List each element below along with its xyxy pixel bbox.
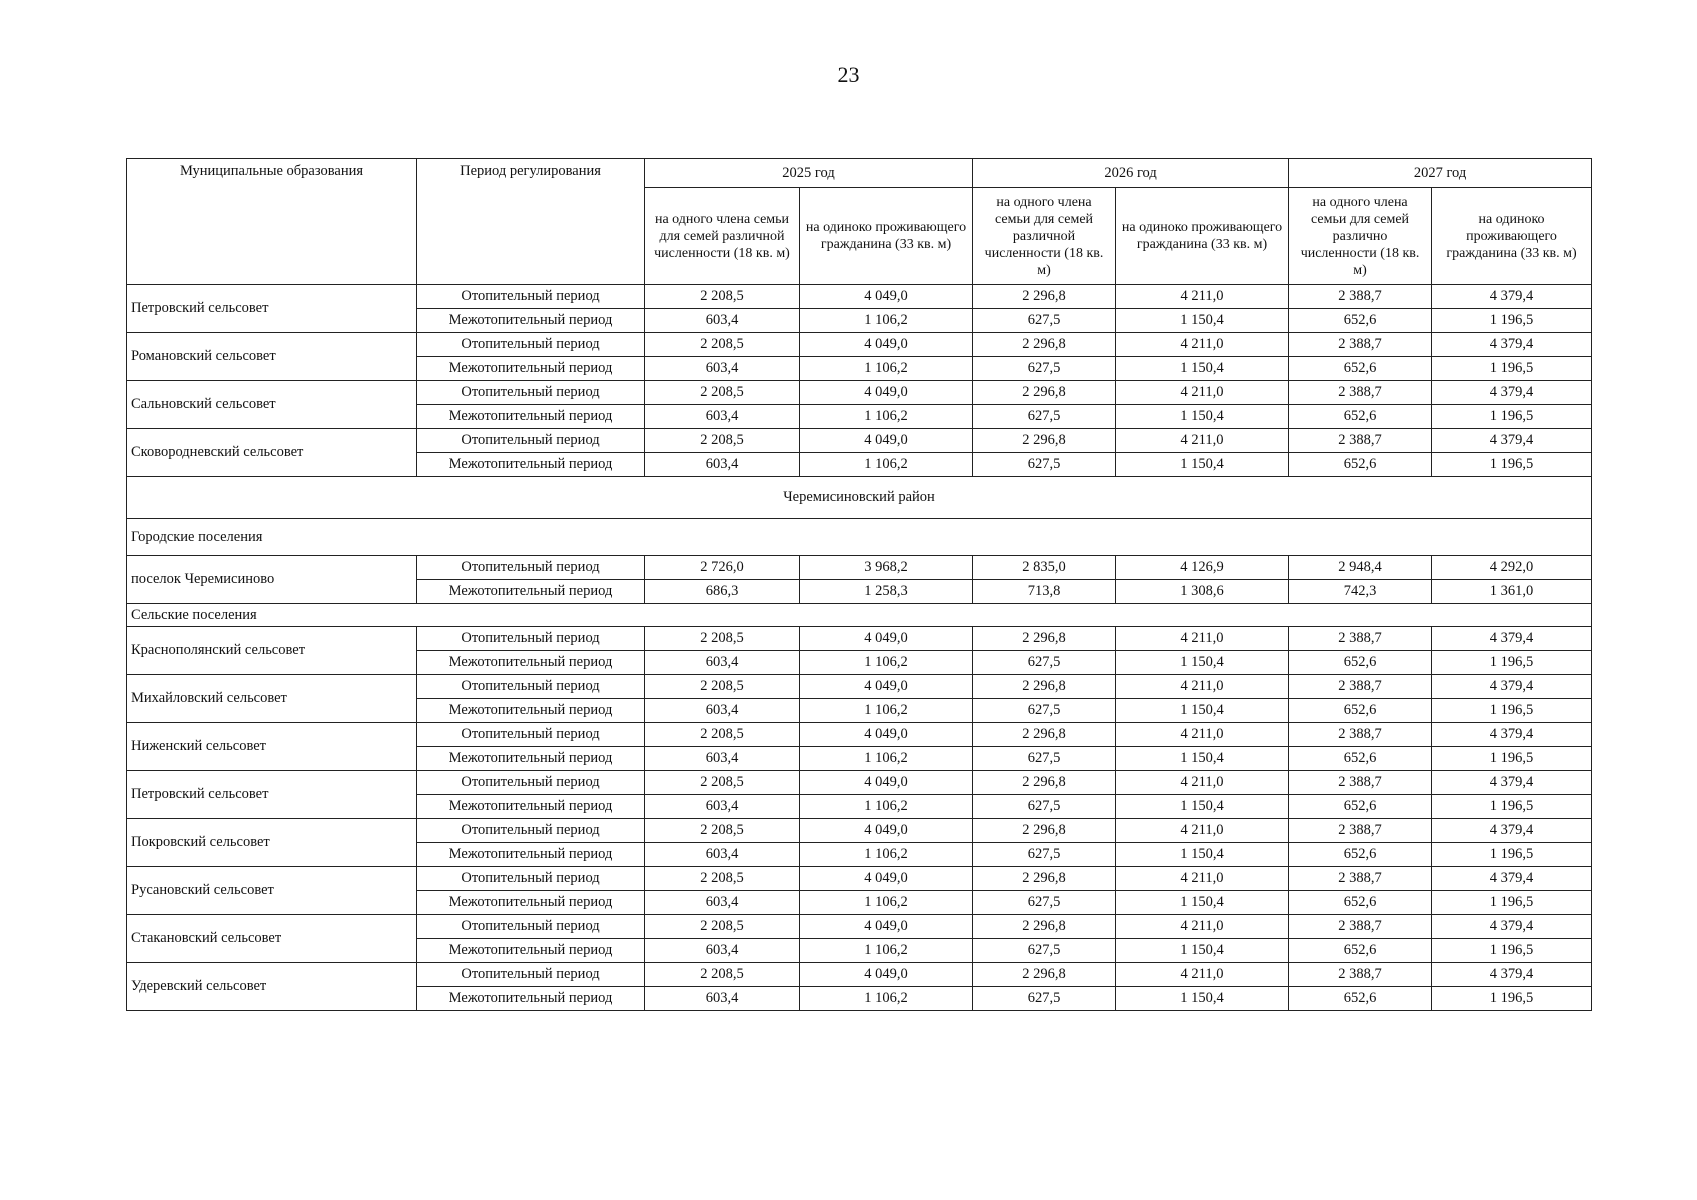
value-cell: 2 208,5	[645, 867, 800, 891]
municipality-name: Стакановский сельсовет	[127, 915, 417, 963]
municipality-name: Михайловский сельсовет	[127, 675, 417, 723]
value-cell: 603,4	[645, 843, 800, 867]
table-row	[127, 915, 1592, 939]
value-cell: 4 049,0	[800, 333, 973, 357]
value-cell: 1 106,2	[800, 747, 973, 771]
municipality-name: поселок Черемисиново	[127, 556, 417, 604]
value-cell: 627,5	[973, 795, 1116, 819]
value-cell: 1 308,6	[1116, 580, 1289, 604]
value-cell: 2 388,7	[1289, 819, 1432, 843]
period-label: Межотопительный период	[417, 843, 645, 867]
municipality-name: Сковородневский сельсовет	[127, 429, 417, 477]
value-cell: 4 049,0	[800, 285, 973, 309]
value-cell: 4 379,4	[1432, 285, 1592, 309]
value-cell: 1 196,5	[1432, 309, 1592, 333]
period-label: Отопительный период	[417, 963, 645, 987]
period-label: Отопительный период	[417, 627, 645, 651]
value-cell: 627,5	[973, 651, 1116, 675]
value-cell: 652,6	[1289, 699, 1432, 723]
period-label: Межотопительный период	[417, 357, 645, 381]
value-cell: 2 208,5	[645, 675, 800, 699]
value-cell: 2 208,5	[645, 963, 800, 987]
value-cell: 2 388,7	[1289, 429, 1432, 453]
value-cell: 1 150,4	[1116, 405, 1289, 429]
value-cell: 1 106,2	[800, 651, 973, 675]
value-cell: 2 296,8	[973, 963, 1116, 987]
value-cell: 2 296,8	[973, 285, 1116, 309]
value-cell: 4 211,0	[1116, 675, 1289, 699]
table-row	[127, 675, 1592, 699]
value-cell: 2 296,8	[973, 333, 1116, 357]
value-cell: 1 196,5	[1432, 357, 1592, 381]
value-cell: 603,4	[645, 987, 800, 1011]
value-cell: 1 361,0	[1432, 580, 1592, 604]
value-cell: 603,4	[645, 309, 800, 333]
value-cell: 627,5	[973, 453, 1116, 477]
value-cell: 652,6	[1289, 453, 1432, 477]
value-cell: 627,5	[973, 987, 1116, 1011]
value-cell: 652,6	[1289, 747, 1432, 771]
municipality-name: Краснополянский сельсовет	[127, 627, 417, 675]
value-cell: 1 106,2	[800, 891, 973, 915]
tariff-table	[126, 158, 1592, 1011]
value-cell: 4 211,0	[1116, 867, 1289, 891]
period-label: Межотопительный период	[417, 699, 645, 723]
value-cell: 4 049,0	[800, 429, 973, 453]
value-cell: 627,5	[973, 405, 1116, 429]
value-cell: 4 292,0	[1432, 556, 1592, 580]
period-label: Межотопительный период	[417, 795, 645, 819]
value-cell: 1 196,5	[1432, 405, 1592, 429]
value-cell: 2 388,7	[1289, 627, 1432, 651]
value-cell: 713,8	[973, 580, 1116, 604]
value-cell: 2 208,5	[645, 285, 800, 309]
value-cell: 652,6	[1289, 405, 1432, 429]
value-cell: 652,6	[1289, 309, 1432, 333]
header-sub-col: на одиноко проживающего гражданина (33 кв. м)	[1432, 188, 1592, 285]
value-cell: 4 379,4	[1432, 333, 1592, 357]
period-label: Межотопительный период	[417, 651, 645, 675]
value-cell: 1 106,2	[800, 453, 973, 477]
value-cell: 1 106,2	[800, 357, 973, 381]
value-cell: 4 211,0	[1116, 723, 1289, 747]
value-cell: 1 106,2	[800, 405, 973, 429]
value-cell: 4 211,0	[1116, 915, 1289, 939]
header-year-2025: 2025 год	[645, 159, 973, 188]
value-cell: 4 379,4	[1432, 867, 1592, 891]
value-cell: 4 049,0	[800, 627, 973, 651]
value-cell: 2 948,4	[1289, 556, 1432, 580]
value-cell: 4 379,4	[1432, 915, 1592, 939]
header-sub-col: на одиноко проживающего гражданина (33 кв. м)	[1116, 188, 1289, 285]
value-cell: 652,6	[1289, 987, 1432, 1011]
header-period: Период регулирования	[417, 159, 645, 285]
period-label: Отопительный период	[417, 429, 645, 453]
value-cell: 603,4	[645, 795, 800, 819]
value-cell: 4 379,4	[1432, 429, 1592, 453]
table-row	[127, 333, 1592, 357]
period-label: Отопительный период	[417, 771, 645, 795]
value-cell: 2 388,7	[1289, 333, 1432, 357]
value-cell: 1 106,2	[800, 795, 973, 819]
header-sub-col: на одного члена семьи для семей различной численности (18 кв. м)	[973, 188, 1116, 285]
table-row	[127, 771, 1592, 795]
value-cell: 4 379,4	[1432, 675, 1592, 699]
value-cell: 652,6	[1289, 891, 1432, 915]
period-label: Межотопительный период	[417, 580, 645, 604]
value-cell: 1 150,4	[1116, 747, 1289, 771]
value-cell: 2 388,7	[1289, 771, 1432, 795]
value-cell: 652,6	[1289, 357, 1432, 381]
value-cell: 4 211,0	[1116, 963, 1289, 987]
value-cell: 2 726,0	[645, 556, 800, 580]
district-title: Черемисиновский район	[127, 477, 1592, 519]
value-cell: 2 296,8	[973, 819, 1116, 843]
value-cell: 1 150,4	[1116, 843, 1289, 867]
value-cell: 2 388,7	[1289, 867, 1432, 891]
value-cell: 3 968,2	[800, 556, 973, 580]
value-cell: 2 208,5	[645, 333, 800, 357]
table-row	[127, 381, 1592, 405]
value-cell: 4 049,0	[800, 867, 973, 891]
value-cell: 652,6	[1289, 651, 1432, 675]
period-label: Отопительный период	[417, 556, 645, 580]
value-cell: 1 196,5	[1432, 795, 1592, 819]
value-cell: 4 379,4	[1432, 819, 1592, 843]
period-label: Отопительный период	[417, 819, 645, 843]
value-cell: 4 049,0	[800, 819, 973, 843]
value-cell: 627,5	[973, 747, 1116, 771]
value-cell: 603,4	[645, 453, 800, 477]
value-cell: 627,5	[973, 357, 1116, 381]
municipality-name: Удеревский сельсовет	[127, 963, 417, 1011]
period-label: Отопительный период	[417, 381, 645, 405]
value-cell: 4 049,0	[800, 381, 973, 405]
value-cell: 2 388,7	[1289, 915, 1432, 939]
value-cell: 603,4	[645, 405, 800, 429]
municipality-name: Петровский сельсовет	[127, 285, 417, 333]
header-sub-col: на одиноко проживающего гражданина (33 кв. м)	[800, 188, 973, 285]
value-cell: 627,5	[973, 843, 1116, 867]
value-cell: 2 208,5	[645, 819, 800, 843]
municipality-name: Покровский сельсовет	[127, 819, 417, 867]
value-cell: 652,6	[1289, 795, 1432, 819]
value-cell: 2 388,7	[1289, 963, 1432, 987]
value-cell: 2 208,5	[645, 915, 800, 939]
value-cell: 627,5	[973, 939, 1116, 963]
municipality-name: Ниженский сельсовет	[127, 723, 417, 771]
value-cell: 742,3	[1289, 580, 1432, 604]
period-label: Межотопительный период	[417, 405, 645, 429]
table-row	[127, 867, 1592, 891]
table-row	[127, 627, 1592, 651]
table-row	[127, 429, 1592, 453]
value-cell: 4 049,0	[800, 723, 973, 747]
value-cell: 652,6	[1289, 939, 1432, 963]
value-cell: 627,5	[973, 309, 1116, 333]
value-cell: 2 296,8	[973, 627, 1116, 651]
value-cell: 4 379,4	[1432, 381, 1592, 405]
value-cell: 603,4	[645, 699, 800, 723]
period-label: Отопительный период	[417, 915, 645, 939]
header-sub-col: на одного члена семьи для семей различно численности (18 кв. м)	[1289, 188, 1432, 285]
period-label: Отопительный период	[417, 333, 645, 357]
value-cell: 4 211,0	[1116, 429, 1289, 453]
value-cell: 603,4	[645, 651, 800, 675]
value-cell: 1 196,5	[1432, 699, 1592, 723]
section-rural: Сельские поселения	[127, 604, 1592, 627]
value-cell: 4 211,0	[1116, 333, 1289, 357]
value-cell: 4 049,0	[800, 771, 973, 795]
table-row	[127, 819, 1592, 843]
value-cell: 1 150,4	[1116, 309, 1289, 333]
value-cell: 1 196,5	[1432, 747, 1592, 771]
value-cell: 4 049,0	[800, 915, 973, 939]
value-cell: 2 208,5	[645, 627, 800, 651]
value-cell: 4 049,0	[800, 963, 973, 987]
municipality-name: Русановский сельсовет	[127, 867, 417, 915]
value-cell: 1 106,2	[800, 843, 973, 867]
value-cell: 627,5	[973, 699, 1116, 723]
value-cell: 603,4	[645, 891, 800, 915]
header-municipality: Муниципальные образования	[127, 159, 417, 285]
municipality-name: Романовский сельсовет	[127, 333, 417, 381]
value-cell: 1 150,4	[1116, 939, 1289, 963]
value-cell: 2 296,8	[973, 915, 1116, 939]
municipality-name: Петровский сельсовет	[127, 771, 417, 819]
value-cell: 2 296,8	[973, 771, 1116, 795]
value-cell: 603,4	[645, 939, 800, 963]
value-cell: 603,4	[645, 747, 800, 771]
value-cell: 603,4	[645, 357, 800, 381]
value-cell: 1 196,5	[1432, 453, 1592, 477]
value-cell: 4 379,4	[1432, 627, 1592, 651]
value-cell: 1 150,4	[1116, 699, 1289, 723]
municipality-name: Сальновский сельсовет	[127, 381, 417, 429]
value-cell: 4 379,4	[1432, 723, 1592, 747]
value-cell: 1 106,2	[800, 939, 973, 963]
value-cell: 4 211,0	[1116, 285, 1289, 309]
value-cell: 1 196,5	[1432, 891, 1592, 915]
value-cell: 652,6	[1289, 843, 1432, 867]
value-cell: 627,5	[973, 891, 1116, 915]
value-cell: 1 150,4	[1116, 357, 1289, 381]
table-row	[127, 556, 1592, 580]
value-cell: 4 211,0	[1116, 381, 1289, 405]
value-cell: 2 388,7	[1289, 381, 1432, 405]
value-cell: 2 208,5	[645, 429, 800, 453]
value-cell: 4 211,0	[1116, 819, 1289, 843]
value-cell: 1 106,2	[800, 699, 973, 723]
value-cell: 4 211,0	[1116, 627, 1289, 651]
period-label: Отопительный период	[417, 867, 645, 891]
section-urban: Городские поселения	[127, 519, 1592, 556]
value-cell: 2 296,8	[973, 867, 1116, 891]
value-cell: 1 150,4	[1116, 453, 1289, 477]
period-label: Межотопительный период	[417, 939, 645, 963]
value-cell: 1 106,2	[800, 987, 973, 1011]
value-cell: 1 150,4	[1116, 891, 1289, 915]
value-cell: 2 296,8	[973, 723, 1116, 747]
value-cell: 4 049,0	[800, 675, 973, 699]
value-cell: 2 208,5	[645, 381, 800, 405]
value-cell: 2 296,8	[973, 381, 1116, 405]
section-urban-row	[127, 519, 1592, 556]
page-number: 23	[837, 62, 860, 87]
value-cell: 2 296,8	[973, 429, 1116, 453]
value-cell: 2 208,5	[645, 723, 800, 747]
header-row-years	[127, 159, 1592, 188]
table-body	[127, 285, 1592, 1011]
period-label: Отопительный период	[417, 723, 645, 747]
value-cell: 4 211,0	[1116, 771, 1289, 795]
period-label: Межотопительный период	[417, 987, 645, 1011]
section-rural-row	[127, 604, 1592, 627]
value-cell: 2 296,8	[973, 675, 1116, 699]
value-cell: 1 196,5	[1432, 939, 1592, 963]
district-title-row	[127, 477, 1592, 519]
period-label: Отопительный период	[417, 285, 645, 309]
header-year-2027: 2027 год	[1289, 159, 1592, 188]
value-cell: 2 388,7	[1289, 723, 1432, 747]
value-cell: 1 150,4	[1116, 651, 1289, 675]
value-cell: 1 150,4	[1116, 795, 1289, 819]
value-cell: 1 196,5	[1432, 651, 1592, 675]
header-year-2026: 2026 год	[973, 159, 1289, 188]
table-row	[127, 963, 1592, 987]
value-cell: 1 106,2	[800, 309, 973, 333]
value-cell: 2 208,5	[645, 771, 800, 795]
value-cell: 4 379,4	[1432, 963, 1592, 987]
table-row	[127, 723, 1592, 747]
value-cell: 1 196,5	[1432, 987, 1592, 1011]
header-sub-col: на одного члена семьи для семей различной численности (18 кв. м)	[645, 188, 800, 285]
value-cell: 686,3	[645, 580, 800, 604]
period-label: Межотопительный период	[417, 453, 645, 477]
table-row	[127, 285, 1592, 309]
value-cell: 2 835,0	[973, 556, 1116, 580]
value-cell: 1 196,5	[1432, 843, 1592, 867]
value-cell: 4 379,4	[1432, 771, 1592, 795]
period-label: Межотопительный период	[417, 309, 645, 333]
value-cell: 1 258,3	[800, 580, 973, 604]
period-label: Межотопительный период	[417, 747, 645, 771]
period-label: Отопительный период	[417, 675, 645, 699]
value-cell: 1 150,4	[1116, 987, 1289, 1011]
period-label: Межотопительный период	[417, 891, 645, 915]
value-cell: 4 126,9	[1116, 556, 1289, 580]
value-cell: 2 388,7	[1289, 675, 1432, 699]
value-cell: 2 388,7	[1289, 285, 1432, 309]
